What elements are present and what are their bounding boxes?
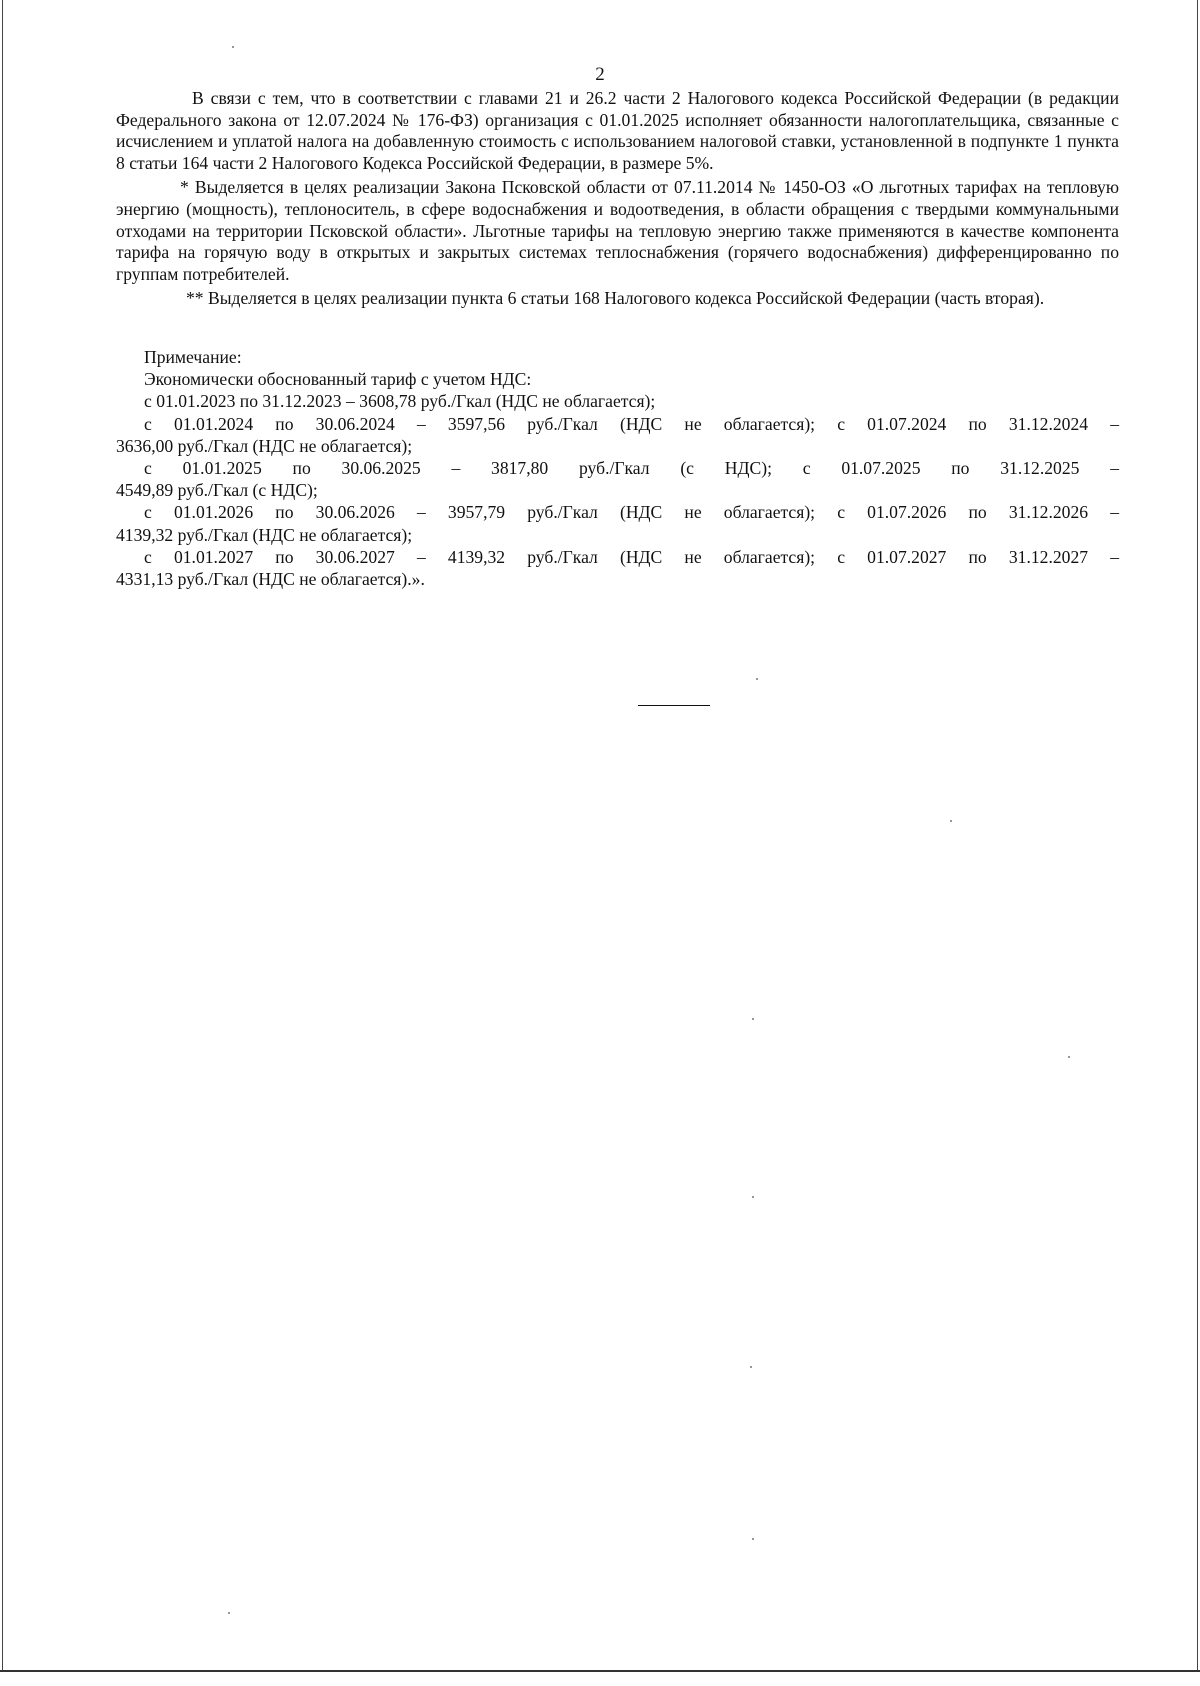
scan-speck — [228, 1612, 230, 1614]
note-line-2026-b: 4139,32 руб./Гкал (НДС не облагается); — [116, 524, 413, 545]
end-of-text-rule — [638, 705, 710, 706]
note-line-2026-a: с 01.01.2026 по 30.06.2026 – 3957,79 руб./Гкал (НДС не облагается); с 01.07.2026 по 31.12.2026 – — [144, 502, 1119, 523]
note-heading: Примечание: — [144, 346, 242, 367]
scan-speck — [756, 678, 758, 680]
footnote-double-asterisk: ** Выделяется в целях реализации пункта 6 статьи 168 Налогового кодекса Российской Федерации (часть вторая). — [186, 288, 1045, 309]
scan-speck — [752, 1538, 754, 1540]
page-bottom-edge — [0, 1670, 1200, 1672]
note-line-2023: с 01.01.2023 по 31.12.2023 – 3608,78 руб./Гкал (НДС не облагается); — [144, 391, 656, 412]
scan-speck — [750, 1366, 752, 1368]
note-line-2025-b: 4549,89 руб./Гкал (с НДС); — [116, 480, 318, 501]
note-line-2027-a: с 01.01.2027 по 30.06.2027 – 4139,32 руб./Гкал (НДС не облагается); с 01.07.2027 по 31.12.2027 – — [144, 546, 1119, 567]
note-line-2024-a: с 01.01.2024 по 30.06.2024 – 3597,56 руб./Гкал (НДС не облагается); с 01.07.2024 по 31.12.2024 – — [144, 413, 1119, 434]
note-line-2027-b: 4331,13 руб./Гкал (НДС не облагается).». — [116, 568, 425, 589]
document-body — [116, 88, 1119, 590]
scan-speck — [1068, 1056, 1070, 1058]
scan-speck — [752, 1018, 754, 1020]
footnote-single-asterisk: * Выделяется в целях реализации Закона Псковской области от 07.11.2014 № 1450-ОЗ «О льготных тарифах на тепловую энергию (мощность), теплоноситель, в сфере водоснабжения и водоотведения, в области обращения с твердыми коммунальными отходами на территории Псковской области». Льготные тарифы на тепловую энергию также применяются в качестве компонента тарифа на горячую воду в открытых и закрытых системах теплоснабжения (горячего водоснабжения) дифференцированно по группам потребителей. — [116, 177, 1119, 284]
note-section — [116, 346, 1119, 590]
page-left-edge — [2, 0, 3, 1670]
page-right-edge — [1197, 0, 1198, 1670]
scan-speck — [752, 1196, 754, 1198]
scan-speck — [232, 46, 234, 48]
note-line-2025-a: с 01.01.2025 по 30.06.2025 – 3817,80 руб./Гкал (с НДС); с 01.07.2025 по 31.12.2025 – — [144, 457, 1119, 478]
note-line-2024-b: 3636,00 руб./Гкал (НДС не облагается); — [116, 435, 413, 456]
scan-speck — [950, 820, 952, 822]
note-subheading: Экономически обоснованный тариф с учетом НДС: — [144, 369, 532, 390]
paragraph-vat: В связи с тем, что в соответствии с главами 21 и 26.2 части 2 Налогового кодекса Российской Федерации (в редакции Федерального закона от 12.07.2024 № 176-ФЗ) организация с 01.01.2025 исполняет обязанности налогоплательщика, связанные с исчислением и уплатой налога на добавленную стоимость с использованием налоговой ставки, установленной в подпункте 1 пункта 8 статьи 164 части 2 Налогового Кодекса Российской Федерации, в размере 5%. — [116, 88, 1119, 173]
page-number: 2 — [595, 64, 605, 85]
